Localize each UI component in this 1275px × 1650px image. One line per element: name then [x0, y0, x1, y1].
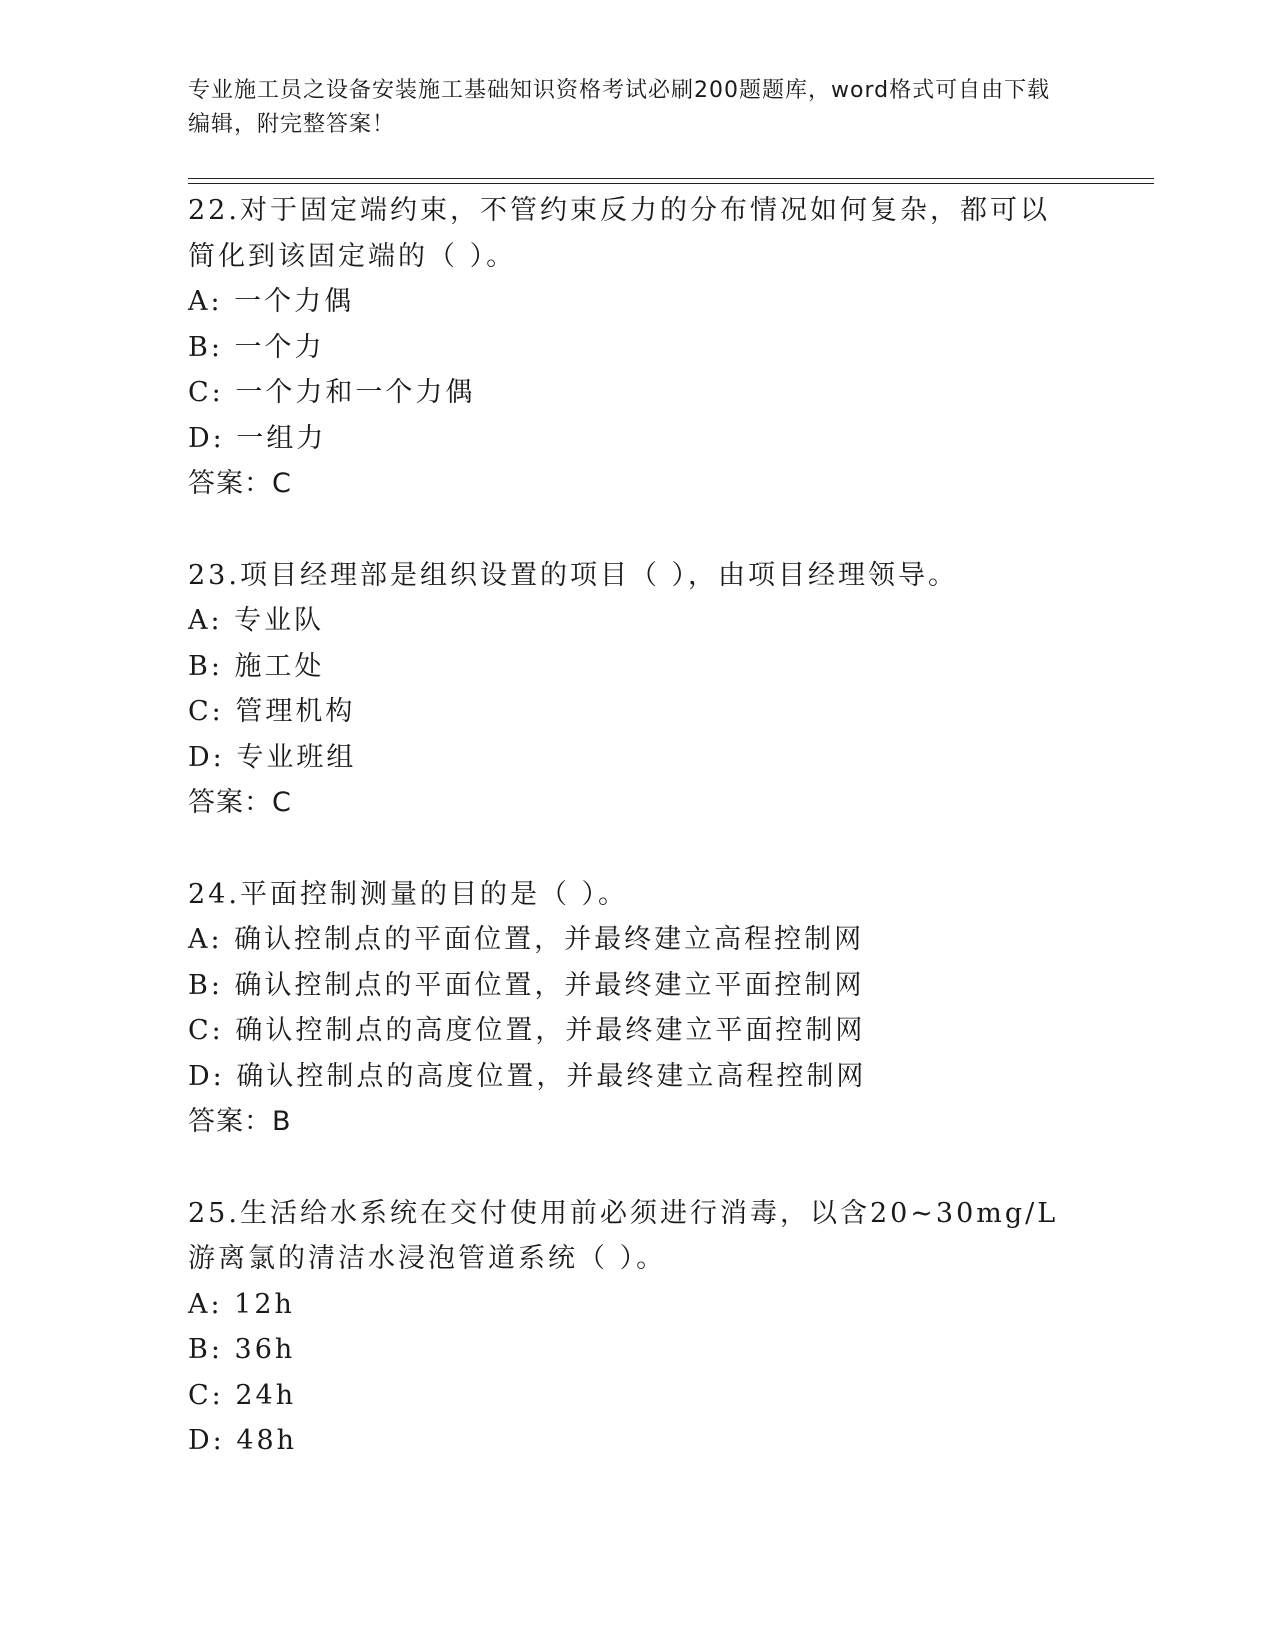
- option-c: C: 一个力和一个力偶: [188, 377, 476, 408]
- option-d: D: 专业班组: [188, 741, 357, 773]
- question-text: 24.平面控制测量的目的是（ ）。: [188, 878, 629, 910]
- question-text: 22.对于固定端约束，不管约束反力的分布情况如何复杂，都可以简化到该固定端的（ ）。: [188, 195, 1050, 272]
- question-22: [188, 188, 1088, 507]
- option-b: B: 36h: [188, 1334, 296, 1365]
- question-25: [188, 1191, 1088, 1464]
- document-title: 专业施工员之设备安装施工基础知识资格考试必刷200题题库，word格式可自由下载编辑，附完整答案！: [188, 78, 1051, 137]
- option-a: A: 专业队: [188, 605, 325, 636]
- option-c: C: 24h: [188, 1379, 297, 1411]
- question-list: [188, 188, 1088, 1510]
- answer: 答案：C: [188, 468, 292, 499]
- answer: 答案：B: [188, 1106, 292, 1137]
- option-d: D: 一组力: [188, 422, 327, 454]
- option-d: D: 48h: [188, 1425, 298, 1456]
- option-b: B: 施工处: [188, 650, 325, 682]
- option-d: D: 确认控制点的高度位置，并最终建立高程控制网: [188, 1060, 867, 1092]
- option-c: C: 管理机构: [188, 696, 356, 727]
- header-divider-top: [188, 178, 1154, 179]
- option-b: B: 确认控制点的平面位置，并最终建立平面控制网: [188, 969, 865, 1001]
- question-text: 25.生活给水系统在交付使用前必须进行消毒，以含20~30mg/L游离氯的清洁水浸泡管道系统（ ）。: [188, 1197, 1059, 1274]
- document-header: [188, 74, 1068, 142]
- question-23: [188, 553, 1088, 826]
- option-a: A: 12h: [188, 1288, 295, 1320]
- option-b: B: 一个力: [188, 331, 325, 363]
- option-c: C: 确认控制点的高度位置，并最终建立平面控制网: [188, 1015, 866, 1046]
- answer: 答案：C: [188, 787, 292, 818]
- option-a: A: 一个力偶: [188, 286, 355, 317]
- option-a: A: 确认控制点的平面位置，并最终建立高程控制网: [188, 924, 865, 955]
- question-24: [188, 872, 1088, 1145]
- question-text: 23.项目经理部是组织设置的项目（ ），由项目经理领导。: [188, 559, 959, 591]
- header-divider-bottom: [188, 183, 1154, 184]
